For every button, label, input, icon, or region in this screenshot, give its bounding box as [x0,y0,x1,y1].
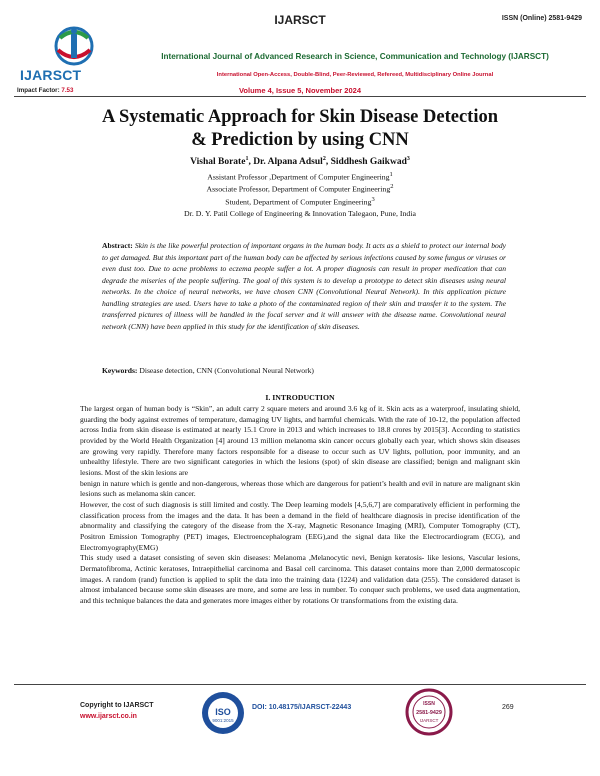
abstract [102,240,506,332]
affiliation-4 [0,209,600,218]
author-sup: 1 [245,156,249,162]
affiliation-sup: 2 [390,183,394,190]
abstract-text: Skin is the like powerful protection of important organs in the human body. It acts as a shield to protect our internal body to get damaged. But this important part of the human body can be affected by serious infections caused by some fungus or viruses or even dust too. Due to acne problems to eczema people suffer a lot. A proper diagnosis can result in proper medication that can degrade the miseries of the people suffering. The goal of this system is to develop a prototype to detect skin diseases using neural networks. In the choice of neural networks, we have chosen CNN (Convolutional Neural Network). In this application picture handling strategies are used. Users have to take a photo of the contaminated region of their skin and transfer it to the system. The transferred pictures of illness will be handled in the focal server and it will answer with the disease name. Convolutional neural network (CNN) have been applied in this study for the identification of skin diseases. [102,241,506,331]
impact-factor-value: 7.53 [61,87,74,94]
affiliation-3 [0,196,600,207]
body-paragraph: However, the cost of such diagnosis is still limited and costly. The Deep learning models [4,5,6,7] are comparatively efficient in performing the classification process from the images and the data. It has been a demand in the field of healthcare diagnosis in precise identification of the abnormality and classifying the category of the disease from the X-ray, Magnetic Resonance Imaging (MRI), Computer Tomography (CT), Positron Emission Tomography (PET) images, Electroencephalogram (EEG),and the signal data like the Electrocardiogram (ECG), and Electromyography(EMG) [80,499,520,552]
affiliation-text: Associate Professor, Department of Computer Engineering [206,184,391,194]
issn-badge-icon [405,688,453,736]
body-paragraph: The largest organ of human body is “Skin”, an adult carry 2 square meters and around 3.6 kg of it. Skin acts as a waterproof, insulating shield, guarding the body against extremes of temperature, damaging UV lights, and harmful chemicals. With the rate of 10-12, the population affected across India from skin disease is estimated at nearly 15.1 Crore in 2013 and which increases to 18.8 crores by 2015[3]. According to statistics provided by the World Health Organization [4] around 13 million melanoma skin cancer occurs globally each year, which shows skin diseases are growing very rapidly. Therefore many factors responsible for a disease to occur such as UV lights, pollution, poor immunity, and an unhealthy lifestyle. There are two significant categories in which the lesions (spot) of skin disease are classified; benign and malignant skin lesions. Most of the skin lesions are [80,404,520,477]
body-paragraph: This study used a dataset consisting of seven skin diseases: Melanoma ,Melanocytic nevi, Benign keratosis- like lesions, Vascular lesions, Dermatofibroma, Actinic keratoses, Intraepithelial carcinoma and Basal cell carcinoma. This dataset contains more than 2,000 dermatoscopic images. A random (rand) function is applied to split the data into the training data (1224) and validation data (255). The considered dataset is almost imbalanced because some skin diseases are more, and some are less in number. To conquer such problems, we used data augmentation, and this technique balances the data and generates more images either by rotations Or transformations from the existing data. [80,553,520,605]
author-sep: , [325,157,331,168]
affiliation-sup: 1 [389,171,393,178]
volume-issue: Volume 4, Issue 5, November 2024 [238,86,361,95]
issn-badge-bottom: IJARSCT [419,718,439,723]
affiliation-text: Dr. D. Y. Patil College of Engineering & Innovation Talegaon, Pune, India [184,209,416,218]
iso-number: 9001:2015 [212,718,234,723]
iso-certification-icon [200,690,246,736]
footer-url-link[interactable]: www.ijarsct.co.in [80,713,137,720]
header-issn: ISSN (Online) 2581-9429 [501,15,582,22]
author-name: Dr. Alpana Adsul [253,157,323,168]
header-divider [14,96,586,97]
doi-link[interactable]: DOI: 10.48175/IJARSCT-22443 [252,704,352,711]
keywords-text: Disease detection, CNN (Convolutional Neural Network) [139,366,314,375]
impact-factor-label: Impact Factor: [17,87,60,94]
author-sup: 3 [406,156,410,162]
affiliation-text: Assistant Professor ,Department of Computer Engineering [207,172,390,182]
footer-divider [14,684,586,685]
footer-copyright: Copyright to IJARSCT [80,702,154,709]
author-name: Vishal Borate [190,157,246,168]
page-number: 269 [502,704,514,711]
author-name: Siddhesh Gaikwad [330,157,407,168]
header-brand: IJARSCT [274,13,326,27]
introduction-body [80,404,520,606]
issn-badge-top: ISSN [423,701,435,707]
author-list [0,156,600,167]
body-paragraph: benign in nature which is gentle and non-dangerous, whereas those which are dangerous for patient’s health and evil in nature are malignant skin lesions such as melanoma skin cancer. [80,478,520,499]
section-heading: I. INTRODUCTION [265,393,335,402]
paper-title-line-1: A Systematic Approach for Skin Disease Detection [101,107,499,127]
paper-title-line-2: & Prediction by using CNN [191,130,409,150]
affiliation-text: Student, Department of Computer Engineering [225,197,372,207]
issn-badge-number: 2581-9429 [416,710,442,716]
affiliation-2 [0,183,600,194]
abstract-label: Abstract: [102,241,133,250]
keywords [102,366,506,375]
author-sep: , [248,157,254,168]
affiliation-1 [0,171,600,182]
journal-tagline: International Open-Access, Double-Blind, Peer-Reviewed, Refereed, Multidisciplinary Online Journal [216,72,494,78]
author-sup: 2 [322,156,326,162]
iso-label: ISO [215,707,231,717]
keywords-label: Keywords: [102,366,138,375]
affiliation-sup: 3 [371,196,375,203]
logo-text: IJARSCT [20,67,82,83]
paper-title [20,106,580,152]
journal-name: International Journal of Advanced Research in Science, Communication and Technology (IJARSCT) [161,52,549,61]
